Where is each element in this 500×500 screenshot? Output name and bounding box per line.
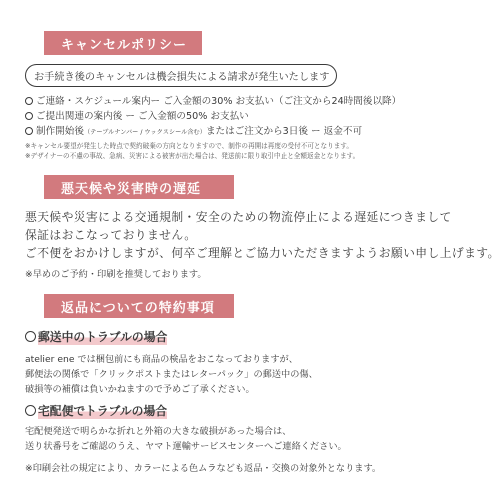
returns-note: ※印刷会社の規定により、カラーによる色ムラなども返品・交換の対象外となります。: [25, 463, 382, 474]
delivery-line-2: 送り状番号をご確認のうえ、ヤマト運輸サービスセンターへご連絡ください。: [25, 441, 347, 452]
cancel-item-1: ご連絡・スケジュール案内ー ご入金額の30% お支払い（ご注文から24時間後以降）: [25, 93, 401, 107]
delivery-line-1: 宅配便発送で明らかな折れと外箱の大きな破損があった場合は、: [25, 426, 292, 437]
circle-mark-icon: [25, 331, 36, 342]
weather-line-1: 悪天候や災害による交通規制・安全のための物流停止による遅延につきまして: [25, 210, 452, 224]
mail-line-1: atelier ene では梱包前にも商品の検品をおこなっておりますが、: [25, 354, 298, 365]
cancel-fine-print-1: ※キャンセル要望が発生した時点で契約破棄の方向となりますので、制作の再開は再度の受付不可となります。: [25, 142, 353, 150]
cancel-policy-title: キャンセルポリシー: [61, 37, 188, 53]
weather-delay-title: 悪天候や災害時の遅延: [61, 181, 202, 197]
mail-line-2: 郵便法の関係で「クリックポストまたはレターパック」の郵送中の傷、: [25, 369, 318, 380]
weather-note: ※早めのご予約・印刷を推奨しております。: [25, 269, 207, 280]
cancel-notice-text: お手続き後のキャンセルは機会損失による請求が発生いたします: [34, 72, 330, 83]
circle-bullet-icon: [25, 112, 33, 120]
cancel-item-2: ご提出関連の案内後 ー ご入金額の50% お支払い: [25, 108, 249, 122]
mail-line-3: 破損等の補償は負いかねますので予めご了承ください。: [25, 384, 255, 395]
cancel-policy-banner: [44, 31, 202, 55]
cancel-notice-pill: [25, 64, 337, 87]
weather-delay-banner: [44, 175, 234, 199]
circle-mark-icon: [25, 405, 36, 416]
weather-line-2: 保証はおこなっておりません。: [25, 228, 197, 242]
returns-banner: [44, 294, 234, 318]
weather-line-3: ご不便をおかけしますが、何卒ご理解とご協力いただきますようお願い申し上げます。: [25, 246, 500, 260]
cancel-item-3: 制作開始後（テーブルナンバー / ウックスシール含む）またはご注文から3日後 ー 返金不可: [25, 123, 362, 137]
mail-trouble-heading: 郵送中のトラブルの場合: [25, 328, 167, 345]
circle-bullet-icon: [25, 97, 33, 105]
circle-bullet-icon: [25, 127, 33, 135]
delivery-trouble-heading: 宅配便でトラブルの場合: [25, 402, 167, 419]
cancel-fine-print-2: ※デザイナーの不慮の事故、急病、災害による被害が出た場合は、発送前に限り取引中止と全額返金となります。: [25, 152, 360, 160]
returns-title: 返品についての特約事項: [61, 300, 215, 316]
